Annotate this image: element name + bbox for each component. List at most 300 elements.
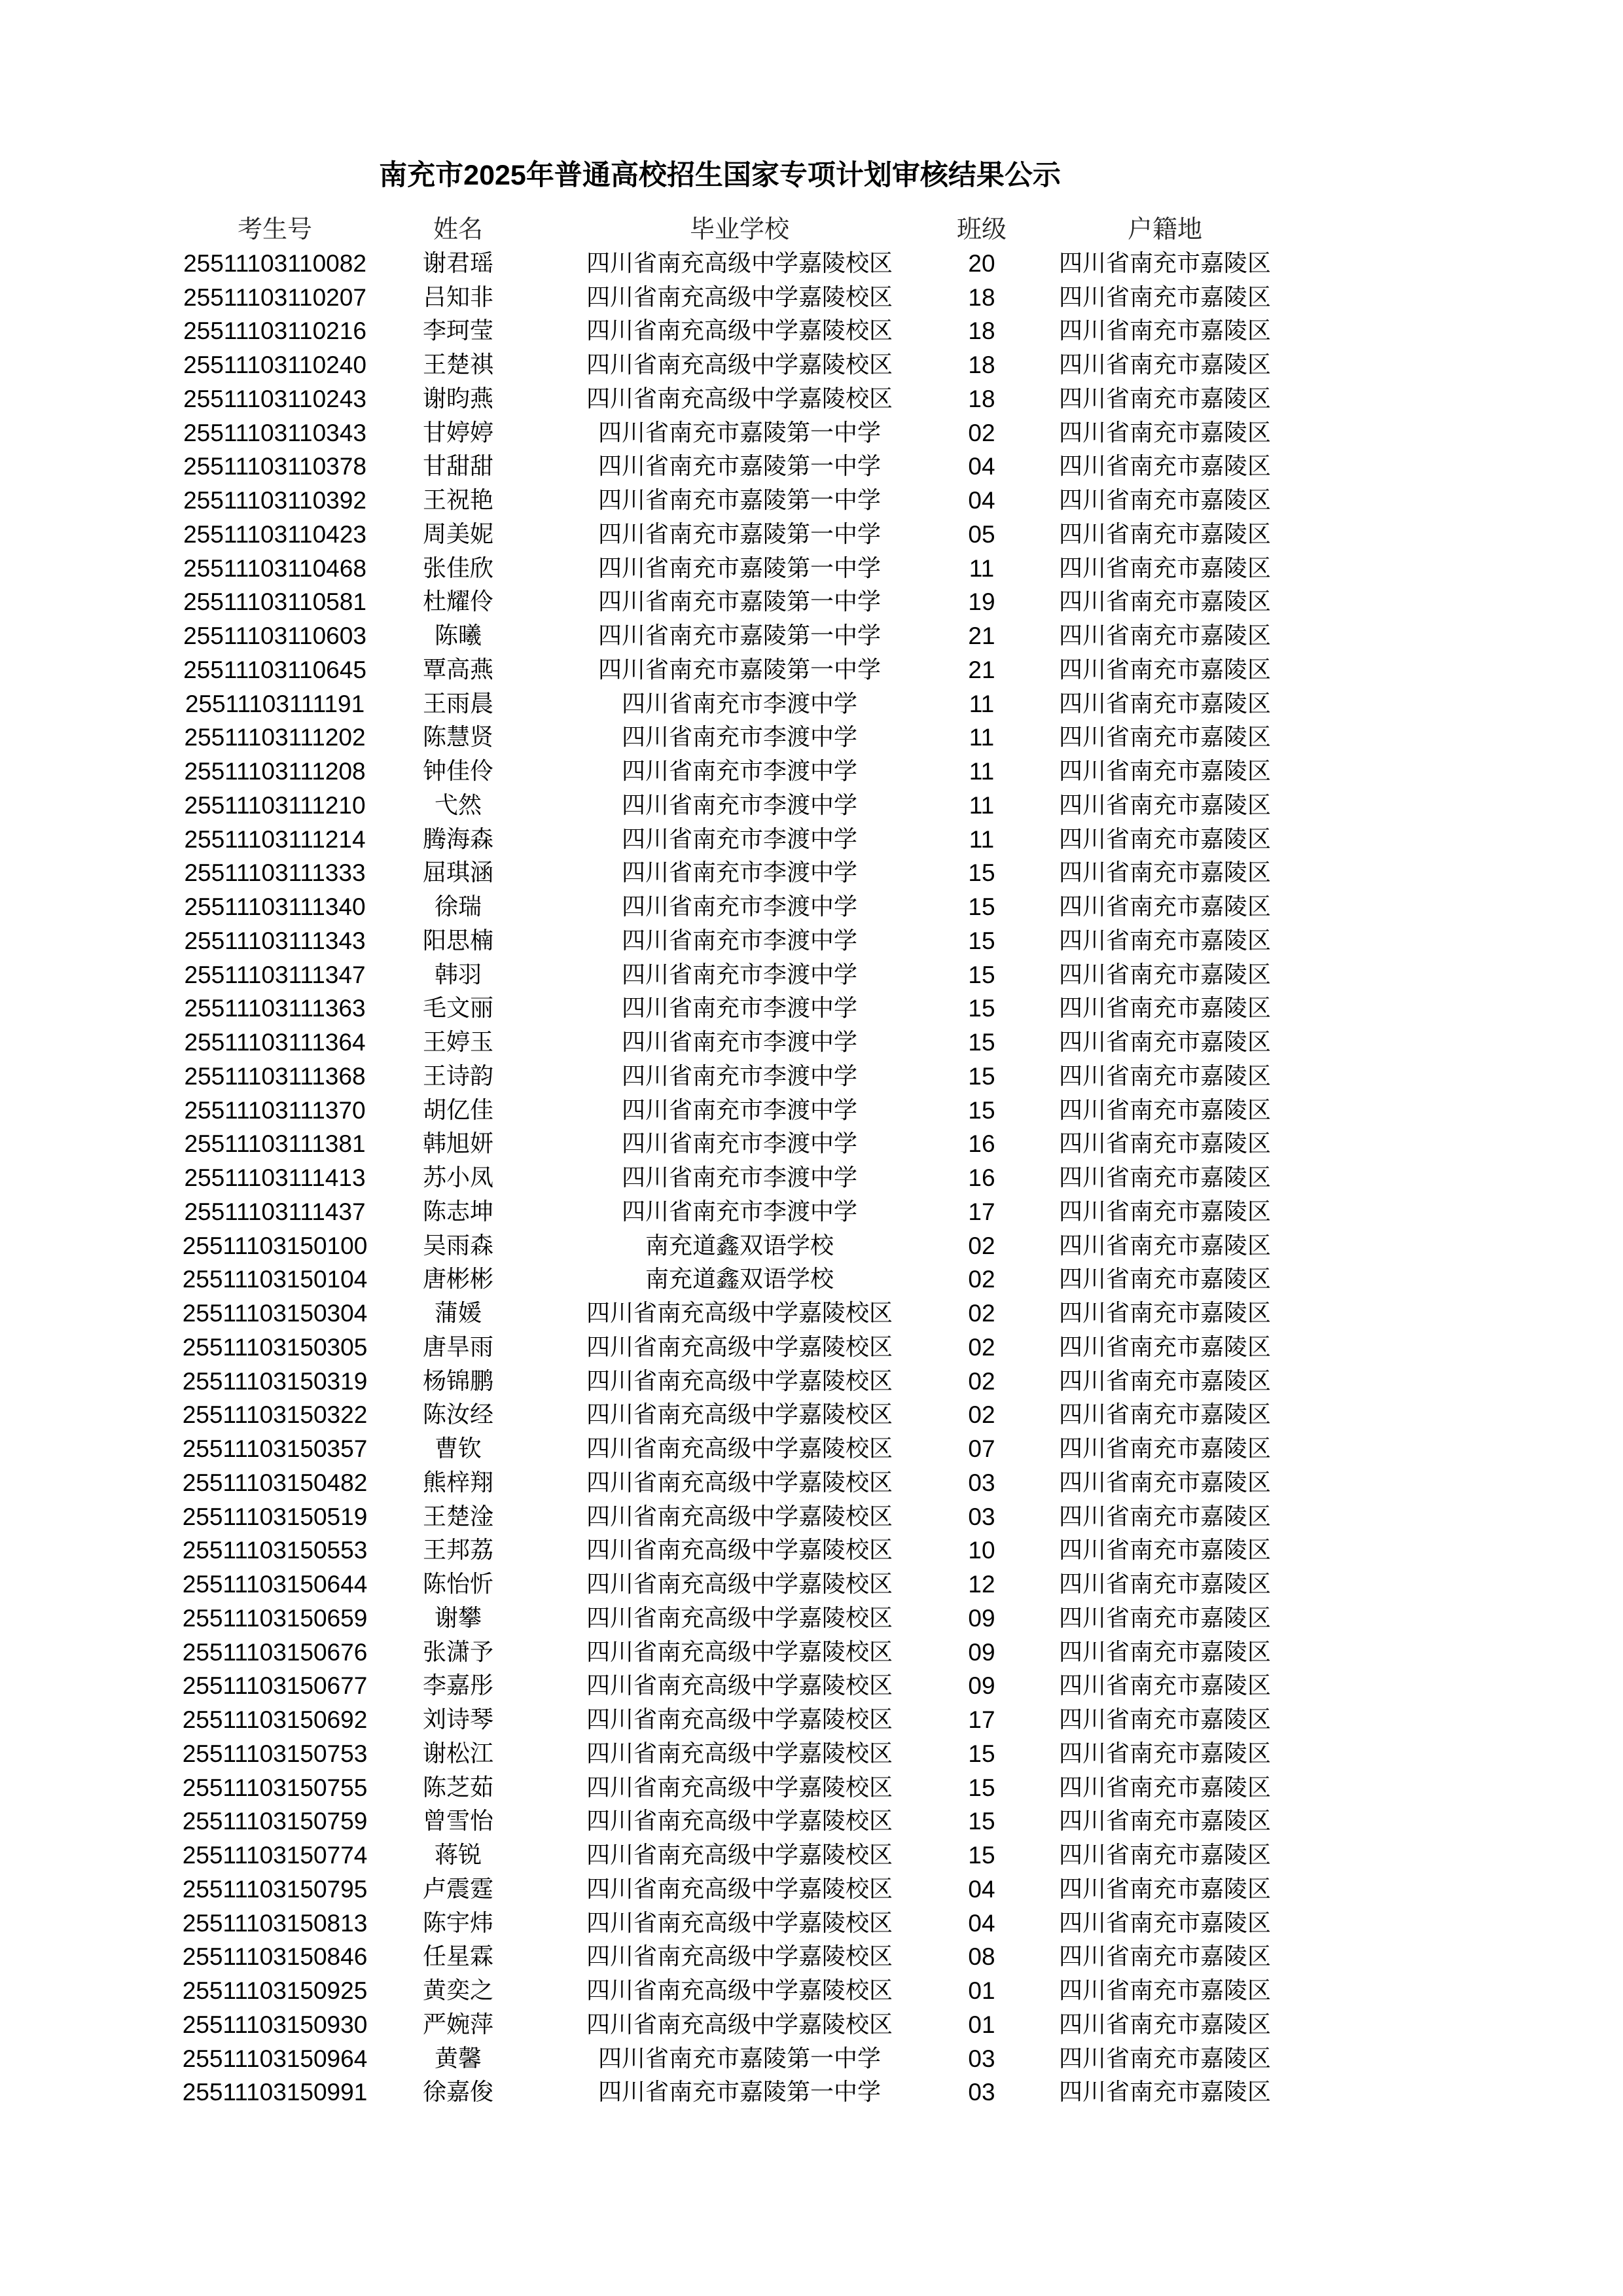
cell-hukou: 四川省南充市嘉陵区	[1058, 1571, 1271, 1598]
cell-hukou: 四川省南充市嘉陵区	[1058, 893, 1271, 920]
cell-school: 四川省南充高级中学嘉陵校区	[586, 1604, 893, 1632]
cell-exam-id: 25511103110343	[183, 419, 366, 446]
cell-hukou: 四川省南充市嘉陵区	[1058, 690, 1271, 717]
cell-class: 02	[968, 1367, 995, 1395]
cell-class: 15	[968, 961, 995, 988]
cell-school: 四川省南充高级中学嘉陵校区	[586, 1774, 893, 1801]
table-row	[0, 1636, 1623, 1670]
cell-name: 陈宇炜	[422, 1909, 493, 1937]
cell-class: 03	[968, 1503, 995, 1530]
cell-class: 07	[968, 1435, 995, 1462]
cell-school: 四川省南充市李渡中学	[621, 825, 857, 853]
cell-school: 四川省南充市李渡中学	[621, 1164, 857, 1191]
cell-name: 王雨晨	[422, 690, 493, 717]
cell-name: 任星霖	[422, 1943, 493, 1971]
cell-exam-id: 25511103110645	[183, 656, 366, 683]
cell-school: 四川省南充市李渡中学	[621, 961, 857, 988]
cell-hukou: 四川省南充市嘉陵区	[1058, 1977, 1271, 2004]
table-row	[0, 1703, 1623, 1737]
cell-name: 陈汝经	[422, 1401, 493, 1429]
table-row	[0, 1127, 1623, 1161]
cell-class: 20	[968, 249, 995, 277]
cell-class: 11	[969, 758, 995, 785]
cell-name: 陈怡忻	[422, 1571, 493, 1598]
cell-school: 四川省南充高级中学嘉陵校区	[586, 1503, 893, 1530]
cell-exam-id: 25511103111363	[184, 995, 366, 1022]
cell-class: 21	[968, 656, 995, 683]
table-row	[0, 314, 1623, 348]
cell-name: 周美妮	[422, 520, 493, 548]
cell-exam-id: 25511103150519	[182, 1503, 368, 1530]
cell-name: 张潇予	[422, 1638, 493, 1666]
cell-school: 四川省南充市嘉陵第一中学	[597, 554, 881, 582]
cell-exam-id: 25511103110243	[183, 385, 366, 412]
cell-hukou: 四川省南充市嘉陵区	[1058, 317, 1271, 345]
cell-school: 四川省南充高级中学嘉陵校区	[586, 1875, 893, 1903]
cell-name: 腾海森	[422, 825, 493, 853]
cell-class: 18	[968, 385, 995, 412]
cell-exam-id: 25511103150304	[182, 1300, 368, 1327]
cell-name: 毛文丽	[422, 995, 493, 1022]
cell-hukou: 四川省南充市嘉陵区	[1058, 791, 1271, 819]
cell-hukou: 四川省南充市嘉陵区	[1058, 1266, 1271, 1293]
cell-hukou: 四川省南充市嘉陵区	[1058, 1029, 1271, 1056]
table-row	[0, 823, 1623, 857]
table-row	[0, 1568, 1623, 1602]
table-row	[0, 1602, 1623, 1636]
cell-hukou: 四川省南充市嘉陵区	[1058, 1469, 1271, 1496]
cell-class: 15	[968, 995, 995, 1022]
cell-hukou: 四川省南充市嘉陵区	[1058, 283, 1271, 311]
cell-school: 四川省南充市李渡中学	[621, 995, 857, 1022]
cell-class: 02	[968, 419, 995, 446]
cell-name: 陈慧贤	[422, 724, 493, 751]
cell-name: 谢君瑶	[422, 249, 493, 277]
table-row	[0, 1398, 1623, 1432]
cell-exam-id: 25511103150930	[182, 2011, 368, 2038]
cell-name: 王祝艳	[422, 487, 493, 514]
cell-exam-id: 25511103150482	[182, 1469, 368, 1496]
cell-exam-id: 25511103111208	[184, 758, 366, 785]
cell-name: 陈曦	[434, 622, 482, 649]
cell-school: 四川省南充高级中学嘉陵校区	[586, 1435, 893, 1462]
table-row	[0, 1161, 1623, 1195]
cell-school: 四川省南充高级中学嘉陵校区	[586, 1672, 893, 1700]
cell-school: 四川省南充高级中学嘉陵校区	[586, 1808, 893, 1835]
cell-school: 四川省南充高级中学嘉陵校区	[586, 1401, 893, 1429]
cell-school: 四川省南充高级中学嘉陵校区	[586, 2011, 893, 2038]
cell-class: 03	[968, 2079, 995, 2106]
table-row	[0, 281, 1623, 315]
cell-exam-id: 25511103150357	[182, 1435, 368, 1462]
table-row	[0, 1940, 1623, 1974]
cell-name: 李珂莹	[422, 317, 493, 345]
cell-hukou: 四川省南充市嘉陵区	[1058, 2045, 1271, 2072]
cell-exam-id: 25511103150319	[182, 1367, 368, 1395]
cell-class: 04	[968, 1875, 995, 1903]
table-row	[0, 382, 1623, 416]
table-row	[0, 484, 1623, 518]
cell-class: 02	[968, 1300, 995, 1327]
cell-class: 19	[968, 588, 995, 616]
table-row	[0, 416, 1623, 450]
cell-class: 15	[968, 1062, 995, 1090]
table-row	[0, 1737, 1623, 1771]
cell-exam-id: 25511103111437	[184, 1198, 366, 1225]
cell-school: 四川省南充高级中学嘉陵校区	[586, 1842, 893, 1869]
table-row	[0, 1297, 1623, 1331]
cell-name: 曾雪怡	[422, 1808, 493, 1835]
cell-class: 01	[968, 2011, 995, 2038]
cell-name: 蒲媛	[434, 1300, 482, 1327]
cell-class: 02	[968, 1266, 995, 1293]
cell-school: 四川省南充高级中学嘉陵校区	[586, 317, 893, 345]
table-row	[0, 924, 1623, 958]
cell-hukou: 四川省南充市嘉陵区	[1058, 1367, 1271, 1395]
cell-name: 甘婷婷	[422, 419, 493, 446]
cell-exam-id: 25511103150305	[182, 1333, 368, 1361]
cell-class: 05	[968, 520, 995, 548]
cell-hukou: 四川省南充市嘉陵区	[1058, 554, 1271, 582]
cell-name: 甘甜甜	[422, 453, 493, 480]
cell-name: 弋然	[434, 791, 482, 819]
cell-class: 15	[968, 927, 995, 954]
cell-exam-id: 25511103150759	[182, 1808, 368, 1835]
cell-class: 02	[968, 1333, 995, 1361]
cell-class: 16	[968, 1164, 995, 1191]
cell-school: 四川省南充高级中学嘉陵校区	[586, 1537, 893, 1564]
cell-exam-id: 25511103111210	[184, 791, 366, 819]
cell-exam-id: 25511103150813	[182, 1909, 368, 1937]
cell-school: 四川省南充高级中学嘉陵校区	[586, 1333, 893, 1361]
cell-hukou: 四川省南充市嘉陵区	[1058, 249, 1271, 277]
cell-exam-id: 25511103150676	[182, 1638, 368, 1666]
cell-hukou: 四川省南充市嘉陵区	[1058, 1909, 1271, 1937]
cell-class: 16	[968, 1130, 995, 1158]
table-row	[0, 687, 1623, 721]
table-body	[0, 247, 1623, 2109]
cell-name: 唐彬彬	[422, 1266, 493, 1293]
cell-school: 四川省南充高级中学嘉陵校区	[586, 1909, 893, 1937]
table-row	[0, 653, 1623, 687]
cell-name: 陈芝茹	[422, 1774, 493, 1801]
cell-school: 四川省南充市李渡中学	[621, 1062, 857, 1090]
table-row	[0, 1907, 1623, 1941]
cell-school: 四川省南充市嘉陵第一中学	[597, 453, 881, 480]
header-school: 毕业学校	[689, 215, 789, 243]
cell-exam-id: 25511103110423	[183, 520, 366, 548]
cell-school: 四川省南充高级中学嘉陵校区	[586, 1740, 893, 1767]
cell-name: 韩旭妍	[422, 1130, 493, 1158]
table-row	[0, 958, 1623, 992]
cell-name: 曹钦	[434, 1435, 482, 1462]
cell-exam-id: 25511103150755	[182, 1774, 368, 1801]
cell-hukou: 四川省南充市嘉陵区	[1058, 1604, 1271, 1632]
cell-hukou: 四川省南充市嘉陵区	[1058, 351, 1271, 378]
cell-exam-id: 25511103110468	[183, 554, 366, 582]
table-row	[0, 1804, 1623, 1839]
header-exam-id: 考生号	[237, 215, 312, 243]
cell-exam-id: 25511103110207	[183, 283, 366, 311]
cell-class: 02	[968, 1401, 995, 1429]
cell-school: 四川省南充高级中学嘉陵校区	[586, 1977, 893, 2004]
cell-hukou: 四川省南充市嘉陵区	[1058, 1503, 1271, 1530]
results-table	[0, 213, 1623, 2109]
cell-hukou: 四川省南充市嘉陵区	[1058, 487, 1271, 514]
cell-name: 熊梓翔	[422, 1469, 493, 1496]
cell-class: 02	[968, 1232, 995, 1259]
cell-class: 15	[968, 893, 995, 920]
table-row	[0, 2008, 1623, 2042]
cell-school: 四川省南充市嘉陵第一中学	[597, 419, 881, 446]
cell-exam-id: 25511103111343	[184, 927, 366, 954]
cell-class: 15	[968, 1029, 995, 1056]
cell-name: 阳思楠	[422, 927, 493, 954]
title-year: 2025	[463, 160, 526, 191]
cell-exam-id: 25511103111413	[184, 1164, 366, 1191]
cell-hukou: 四川省南充市嘉陵区	[1058, 1875, 1271, 1903]
cell-hukou: 四川省南充市嘉陵区	[1058, 1774, 1271, 1801]
cell-exam-id: 25511103150644	[182, 1571, 368, 1598]
cell-class: 15	[968, 1774, 995, 1801]
cell-school: 四川省南充市李渡中学	[621, 927, 857, 954]
cell-school: 四川省南充市嘉陵第一中学	[597, 622, 881, 649]
cell-exam-id: 25511103150991	[182, 2079, 368, 2106]
cell-class: 03	[968, 1469, 995, 1496]
cell-hukou: 四川省南充市嘉陵区	[1058, 961, 1271, 988]
cell-exam-id: 25511103111381	[184, 1130, 366, 1158]
table-header-row	[0, 213, 1623, 247]
table-row	[0, 1839, 1623, 1873]
cell-hukou: 四川省南充市嘉陵区	[1058, 1808, 1271, 1835]
cell-class: 10	[968, 1537, 995, 1564]
cell-hukou: 四川省南充市嘉陵区	[1058, 385, 1271, 412]
cell-exam-id: 25511103150100	[182, 1232, 368, 1259]
cell-hukou: 四川省南充市嘉陵区	[1058, 1096, 1271, 1124]
table-row	[0, 1331, 1623, 1365]
cell-school: 四川省南充市嘉陵第一中学	[597, 520, 881, 548]
cell-hukou: 四川省南充市嘉陵区	[1058, 927, 1271, 954]
table-row	[0, 856, 1623, 890]
cell-hukou: 四川省南充市嘉陵区	[1058, 1333, 1271, 1361]
cell-school: 四川省南充市李渡中学	[621, 690, 857, 717]
table-row	[0, 992, 1623, 1026]
header-hukou: 户籍地	[1127, 215, 1202, 243]
cell-class: 11	[969, 690, 995, 717]
cell-exam-id: 25511103111370	[184, 1096, 366, 1124]
cell-hukou: 四川省南充市嘉陵区	[1058, 1130, 1271, 1158]
table-row	[0, 450, 1623, 484]
table-row	[0, 348, 1623, 382]
cell-hukou: 四川省南充市嘉陵区	[1058, 622, 1271, 649]
cell-class: 11	[969, 791, 995, 819]
cell-class: 09	[968, 1604, 995, 1632]
cell-exam-id: 25511103110082	[183, 249, 366, 277]
cell-class: 12	[968, 1571, 995, 1598]
cell-name: 王楚淦	[422, 1503, 493, 1530]
table-row	[0, 1060, 1623, 1094]
cell-exam-id: 25511103111202	[184, 724, 366, 751]
cell-school: 四川省南充市嘉陵第一中学	[597, 2045, 881, 2072]
cell-name: 刘诗琴	[422, 1706, 493, 1733]
cell-name: 王婷玉	[422, 1029, 493, 1056]
cell-hukou: 四川省南充市嘉陵区	[1058, 859, 1271, 887]
table-row	[0, 1534, 1623, 1568]
table-row	[0, 890, 1623, 924]
table-row	[0, 721, 1623, 755]
table-row	[0, 518, 1623, 552]
cell-name: 李嘉彤	[422, 1672, 493, 1700]
cell-exam-id: 25511103150846	[182, 1943, 368, 1971]
cell-class: 15	[968, 1096, 995, 1124]
cell-name: 王诗韵	[422, 1062, 493, 1090]
table-row	[0, 1500, 1623, 1534]
cell-exam-id: 25511103111368	[184, 1062, 366, 1090]
cell-hukou: 四川省南充市嘉陵区	[1058, 1300, 1271, 1327]
cell-school: 南充道鑫双语学校	[645, 1232, 834, 1259]
cell-name: 王楚祺	[422, 351, 493, 378]
cell-exam-id: 25511103110392	[183, 487, 366, 514]
cell-exam-id: 25511103150692	[182, 1706, 368, 1733]
cell-exam-id: 25511103150795	[182, 1875, 368, 1903]
table-row	[0, 789, 1623, 823]
cell-exam-id: 25511103110378	[183, 453, 366, 480]
cell-hukou: 四川省南充市嘉陵区	[1058, 1672, 1271, 1700]
cell-name: 卢震霆	[422, 1875, 493, 1903]
cell-class: 18	[968, 317, 995, 345]
cell-name: 覃高燕	[422, 656, 493, 683]
cell-exam-id: 25511103110603	[183, 622, 366, 649]
table-row	[0, 1466, 1623, 1500]
table-row	[0, 1771, 1623, 1805]
cell-name: 王邦荔	[422, 1537, 493, 1564]
cell-class: 17	[968, 1706, 995, 1733]
cell-school: 四川省南充高级中学嘉陵校区	[586, 1367, 893, 1395]
cell-name: 杨锦鹏	[422, 1367, 493, 1395]
cell-class: 15	[968, 1842, 995, 1869]
cell-hukou: 四川省南充市嘉陵区	[1058, 2011, 1271, 2038]
cell-class: 04	[968, 1909, 995, 1937]
cell-school: 四川省南充市嘉陵第一中学	[597, 2079, 881, 2106]
table-row	[0, 1094, 1623, 1128]
cell-hukou: 四川省南充市嘉陵区	[1058, 758, 1271, 785]
cell-hukou: 四川省南充市嘉陵区	[1058, 1706, 1271, 1733]
cell-hukou: 四川省南充市嘉陵区	[1058, 1638, 1271, 1666]
table-row	[0, 1026, 1623, 1060]
table-row	[0, 1195, 1623, 1229]
cell-class: 09	[968, 1672, 995, 1700]
cell-hukou: 四川省南充市嘉陵区	[1058, 1537, 1271, 1564]
cell-school: 四川省南充高级中学嘉陵校区	[586, 385, 893, 412]
cell-hukou: 四川省南充市嘉陵区	[1058, 1062, 1271, 1090]
header-name: 姓名	[433, 215, 483, 243]
cell-exam-id: 25511103150925	[182, 1977, 368, 2004]
cell-school: 四川省南充高级中学嘉陵校区	[586, 249, 893, 277]
cell-hukou: 四川省南充市嘉陵区	[1058, 520, 1271, 548]
cell-exam-id: 25511103110216	[183, 317, 366, 345]
cell-name: 唐旱雨	[422, 1333, 493, 1361]
cell-class: 08	[968, 1943, 995, 1971]
cell-class: 04	[968, 453, 995, 480]
cell-exam-id: 25511103111347	[184, 961, 366, 988]
cell-name: 谢昀燕	[422, 385, 493, 412]
cell-name: 吕知非	[422, 283, 493, 311]
cell-name: 徐嘉俊	[422, 2079, 493, 2106]
cell-hukou: 四川省南充市嘉陵区	[1058, 1740, 1271, 1767]
title-suffix: 年普通高校招生国家专项计划审核结果公示	[526, 159, 1061, 192]
cell-school: 四川省南充市李渡中学	[621, 893, 857, 920]
cell-exam-id: 25511103150659	[182, 1604, 368, 1632]
cell-school: 四川省南充高级中学嘉陵校区	[586, 1943, 893, 1971]
cell-class: 11	[969, 724, 995, 751]
table-row	[0, 2075, 1623, 2109]
cell-exam-id: 25511103111333	[184, 859, 366, 887]
cell-name: 张佳欣	[422, 554, 493, 582]
cell-school: 南充道鑫双语学校	[645, 1266, 834, 1293]
cell-class: 15	[968, 859, 995, 887]
cell-school: 四川省南充高级中学嘉陵校区	[586, 351, 893, 378]
table-row	[0, 1974, 1623, 2008]
cell-exam-id: 25511103150677	[182, 1672, 368, 1700]
table-row	[0, 2042, 1623, 2076]
cell-class: 04	[968, 487, 995, 514]
table-row	[0, 552, 1623, 586]
table-row	[0, 247, 1623, 281]
cell-school: 四川省南充高级中学嘉陵校区	[586, 1300, 893, 1327]
cell-name: 杜耀伶	[422, 588, 493, 616]
cell-school: 四川省南充高级中学嘉陵校区	[586, 1571, 893, 1598]
cell-name: 韩羽	[434, 961, 482, 988]
cell-name: 蒋锐	[434, 1842, 482, 1869]
cell-hukou: 四川省南充市嘉陵区	[1058, 588, 1271, 616]
cell-name: 苏小凤	[422, 1164, 493, 1191]
cell-school: 四川省南充市嘉陵第一中学	[597, 487, 881, 514]
cell-name: 严婉萍	[422, 2011, 493, 2038]
table-row	[0, 619, 1623, 653]
cell-name: 黄奕之	[422, 1977, 493, 2004]
cell-hukou: 四川省南充市嘉陵区	[1058, 1842, 1271, 1869]
header-class: 班级	[956, 215, 1007, 243]
cell-name: 徐瑞	[434, 893, 482, 920]
cell-hukou: 四川省南充市嘉陵区	[1058, 656, 1271, 683]
cell-class: 18	[968, 351, 995, 378]
cell-exam-id: 25511103150322	[182, 1401, 368, 1429]
cell-school: 四川省南充高级中学嘉陵校区	[586, 1638, 893, 1666]
page-title	[0, 156, 1440, 195]
cell-school: 四川省南充市李渡中学	[621, 758, 857, 785]
cell-hukou: 四川省南充市嘉陵区	[1058, 1943, 1271, 1971]
cell-exam-id: 25511103150774	[182, 1842, 368, 1869]
cell-name: 陈志坤	[422, 1198, 493, 1225]
cell-school: 四川省南充市嘉陵第一中学	[597, 656, 881, 683]
cell-exam-id: 25511103150104	[182, 1266, 368, 1293]
cell-hukou: 四川省南充市嘉陵区	[1058, 419, 1271, 446]
cell-name: 黄馨	[434, 2045, 482, 2072]
cell-class: 18	[968, 283, 995, 311]
cell-school: 四川省南充市李渡中学	[621, 724, 857, 751]
cell-school: 四川省南充市李渡中学	[621, 791, 857, 819]
cell-exam-id: 25511103111364	[184, 1029, 366, 1056]
cell-exam-id: 25511103150964	[182, 2045, 368, 2072]
cell-exam-id: 25511103111191	[185, 690, 365, 717]
cell-hukou: 四川省南充市嘉陵区	[1058, 825, 1271, 853]
cell-class: 11	[969, 554, 995, 582]
cell-hukou: 四川省南充市嘉陵区	[1058, 453, 1271, 480]
cell-name: 屈琪涵	[422, 859, 493, 887]
cell-name: 谢松江	[422, 1740, 493, 1767]
cell-hukou: 四川省南充市嘉陵区	[1058, 1232, 1271, 1259]
cell-class: 15	[968, 1740, 995, 1767]
